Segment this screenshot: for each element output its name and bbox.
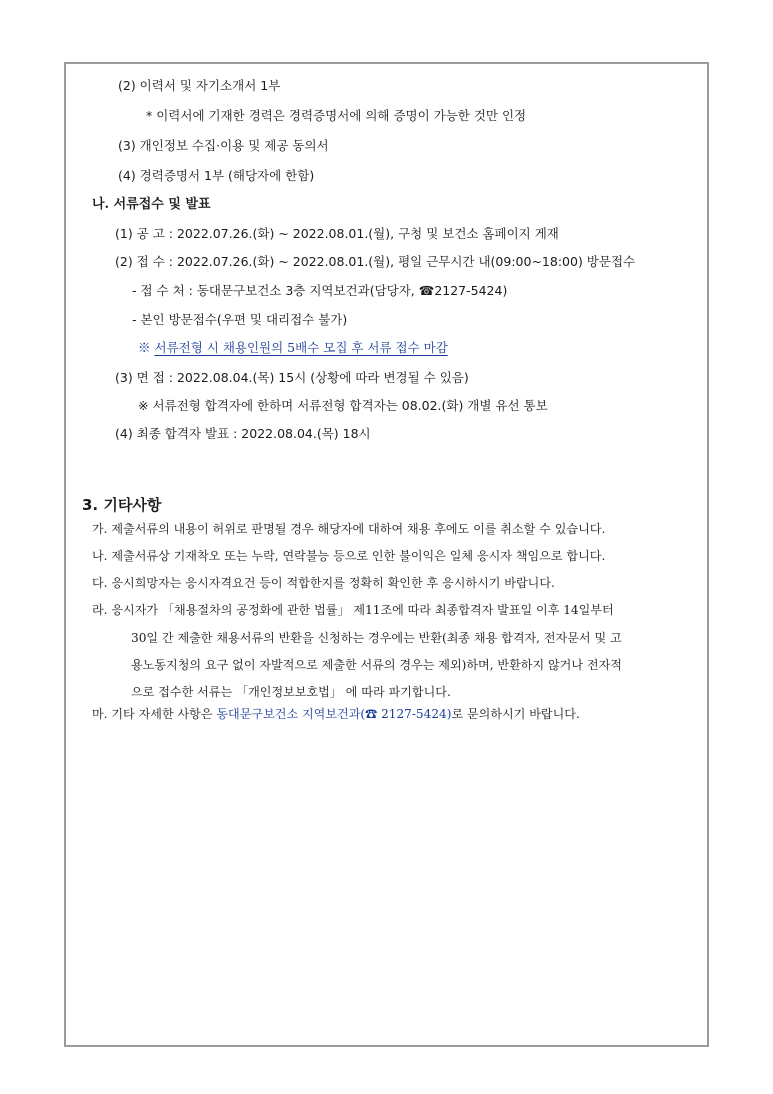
- section-3-item-ra-line-3: 용노동지청의 요구 없이 자발적으로 제출한 서류의 경우는 제외)하며, 반환하지 않거나 전자적: [131, 658, 622, 672]
- interview-date: (3) 면 접 : 2022.08.04.(목) 15시 (상황에 따라 변경될 수 있음): [115, 370, 469, 385]
- interview-note: ※ 서류전형 합격자에 한하며 서류전형 합격자는 08.02.(화) 개별 유선 통보: [138, 398, 548, 413]
- item-resume-note: * 이력서에 기재한 경력은 경력증명서에 의해 증명이 가능한 것만 인정: [146, 108, 527, 123]
- ma-text-end: 로 문의하시기 바랍니다.: [451, 707, 580, 721]
- reception-place: [132, 283, 507, 299]
- section-3-item-da: 다. 응시희망자는 응시자격요건 등이 적합한지를 정확히 확인한 후 응시하시기 바랍니다.: [92, 576, 555, 590]
- ma-text: 마. 기타 자세한 사항은: [92, 707, 217, 721]
- item-resume: (2) 이력서 및 자기소개서 1부: [118, 78, 281, 93]
- section-3-title: 3. 기타사항: [82, 496, 162, 514]
- section-3-item-ra-line-4: 으로 접수한 서류는 「개인정보보호법」 에 따라 파기합니다.: [131, 685, 451, 699]
- reception-place-text: - 접 수 처 : 동대문구보건소 3층 지역보건과(담당자,: [132, 283, 419, 298]
- phone-icon: ☎: [418, 283, 435, 298]
- note-mark: ※: [138, 340, 151, 355]
- section-3-item-ga: 가. 제출서류의 내용이 허위로 판명될 경우 해당자에 대하여 채용 후에도 이를 취소할 수 있습니다.: [92, 522, 606, 536]
- section-3-item-ra-line-1: 라. 응시자가 「채용절차의 공정화에 관한 법률」 제11조에 따라 최종합격자 발표일 이후 14일부터: [92, 603, 614, 617]
- final-announcement: (4) 최종 합격자 발표 : 2022.08.04.(목) 18시: [115, 426, 371, 441]
- item-privacy-consent: (3) 개인정보 수집·이용 및 제공 동의서: [118, 138, 329, 153]
- section-3-item-na: 나. 제출서류상 기재착오 또는 누락, 연락불능 등으로 인한 불이익은 일체 응시자 책임으로 합니다.: [92, 549, 606, 563]
- subheading-reception: 나. 서류접수 및 발표: [92, 197, 211, 212]
- reception-phone: 2127-5424): [434, 283, 508, 298]
- item-career-certificate: (4) 경력증명서 1부 (해당자에 한함): [118, 168, 315, 183]
- in-person-only: - 본인 방문접수(우편 및 대리접수 불가): [132, 312, 348, 327]
- section-3-item-ra-line-2: 30일 간 제출한 채용서류의 반환을 신청하는 경우에는 반환(최종 채용 합격자, 전자문서 및 고: [131, 631, 622, 645]
- screening-note: [138, 340, 448, 356]
- notice-period: (1) 공 고 : 2022.07.26.(화) ~ 2022.08.01.(월), 구청 및 보건소 홈페이지 게재: [115, 226, 559, 241]
- section-3-item-ma: [92, 706, 580, 722]
- ma-contact: 동대문구보건소 지역보건과(☎ 2127-5424): [216, 707, 452, 721]
- screening-note-underlined: 서류전형 시 채용인원의 5배수 모집 후 서류 접수 마감: [154, 340, 448, 355]
- reception-period: (2) 접 수 : 2022.07.26.(화) ~ 2022.08.01.(월), 평일 근무시간 내(09:00~18:00) 방문접수: [115, 254, 636, 269]
